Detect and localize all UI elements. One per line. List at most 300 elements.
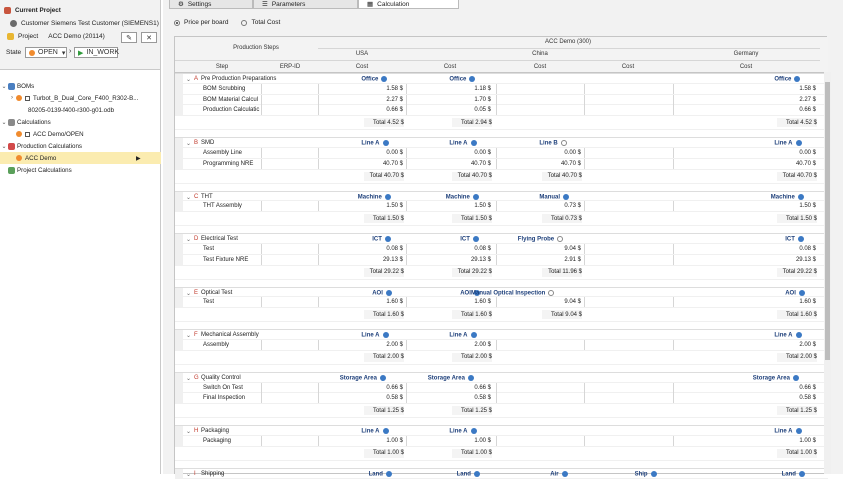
process-tag[interactable] bbox=[340, 375, 386, 382]
cell-divider bbox=[318, 84, 319, 94]
price-per-board-radio[interactable] bbox=[174, 20, 180, 26]
process-tag[interactable] bbox=[449, 428, 476, 435]
row-selector[interactable] bbox=[175, 74, 183, 84]
cell-divider bbox=[261, 201, 262, 211]
process-info-icon[interactable] bbox=[793, 375, 799, 381]
process-tag-label: Line B bbox=[539, 140, 558, 147]
cost-cell[interactable]: 29.13 $ bbox=[795, 256, 816, 263]
process-info-icon[interactable] bbox=[471, 332, 477, 338]
cost-cell[interactable]: 1.00 $ bbox=[386, 437, 403, 444]
cell-divider bbox=[261, 297, 262, 307]
cost-cell[interactable]: 0.66 $ bbox=[474, 384, 491, 391]
tree-node-odb[interactable]: 80205-0139-f400-r300-g01.odb bbox=[28, 106, 115, 114]
cell-divider bbox=[584, 340, 585, 350]
process-tag[interactable] bbox=[785, 236, 804, 243]
process-info-icon[interactable] bbox=[796, 428, 802, 434]
row-selector[interactable] bbox=[175, 436, 183, 446]
total-cost-radio[interactable] bbox=[241, 20, 247, 26]
process-info-icon[interactable] bbox=[385, 194, 391, 200]
process-tag[interactable] bbox=[774, 76, 800, 83]
process-tag[interactable] bbox=[449, 140, 476, 147]
cell-divider bbox=[584, 244, 585, 254]
cost-cell[interactable]: 0.66 $ bbox=[386, 107, 403, 114]
process-info-icon[interactable] bbox=[380, 375, 386, 381]
tab-settings[interactable]: ⚙ Settings bbox=[169, 0, 253, 9]
process-tag[interactable] bbox=[449, 332, 476, 339]
row-selector[interactable] bbox=[175, 201, 183, 211]
group-header-row[interactable] bbox=[175, 73, 828, 84]
group-name: Quality Control bbox=[201, 374, 241, 381]
process-info-icon[interactable] bbox=[469, 76, 475, 82]
cell-divider bbox=[261, 383, 262, 393]
process-tag[interactable] bbox=[518, 236, 563, 243]
process-tag-label: Air bbox=[550, 471, 559, 478]
state-select[interactable]: OPEN ▾ bbox=[25, 47, 67, 58]
cost-cell[interactable]: 40.70 $ bbox=[795, 160, 816, 167]
step-row[interactable] bbox=[175, 159, 828, 170]
cost-cell[interactable]: 40.70 $ bbox=[560, 160, 581, 167]
process-tag[interactable] bbox=[539, 140, 566, 147]
step-row[interactable] bbox=[175, 244, 828, 255]
cost-cell[interactable]: 1.18 $ bbox=[474, 85, 491, 92]
step-row[interactable] bbox=[175, 201, 828, 212]
grid-header bbox=[175, 37, 828, 73]
cell-divider bbox=[673, 297, 674, 307]
edit-project-button[interactable] bbox=[121, 32, 137, 43]
status-dot-icon bbox=[16, 95, 22, 101]
cost-cell[interactable]: 1.58 $ bbox=[799, 85, 816, 92]
group-total: Total 1.00 $ bbox=[452, 449, 492, 458]
process-info-icon[interactable] bbox=[799, 471, 805, 477]
cost-cell[interactable]: 0.66 $ bbox=[799, 384, 816, 391]
cell-divider bbox=[406, 159, 407, 169]
state-dot-icon bbox=[29, 50, 35, 56]
process-tag-label: Storage Area bbox=[339, 375, 377, 382]
group-header-row[interactable] bbox=[175, 425, 828, 436]
cost-cell[interactable]: 1.00 $ bbox=[474, 437, 491, 444]
collapse-icon[interactable]: ⌄ bbox=[186, 471, 192, 478]
cell-divider bbox=[318, 244, 319, 254]
cost-cell[interactable]: 2.91 $ bbox=[564, 256, 581, 263]
group-total: Total 1.50 $ bbox=[364, 214, 404, 223]
cell-divider bbox=[261, 244, 262, 254]
cell-divider bbox=[406, 148, 407, 158]
collapse-icon: ⌄ bbox=[1, 83, 7, 90]
group-header-row[interactable] bbox=[175, 233, 828, 244]
header-cost: Cost bbox=[533, 64, 547, 70]
step-name: BOM Material Calcul bbox=[203, 96, 259, 103]
group-total: Total 1.60 $ bbox=[777, 310, 817, 319]
row-selector[interactable] bbox=[175, 373, 183, 383]
collapse-icon[interactable]: ⌄ bbox=[186, 194, 192, 201]
process-tag-label: Office bbox=[361, 76, 379, 83]
header-usa: USA bbox=[355, 51, 369, 57]
step-row[interactable] bbox=[175, 340, 828, 351]
row-selector[interactable] bbox=[175, 383, 183, 393]
row-selector[interactable] bbox=[175, 234, 183, 244]
row-selector[interactable] bbox=[175, 469, 183, 479]
process-tag[interactable] bbox=[361, 428, 388, 435]
project-row: Project ACC Demo (20114) bbox=[7, 33, 105, 40]
cell-divider bbox=[261, 84, 262, 94]
step-row[interactable] bbox=[175, 393, 828, 404]
group-name: Electrical Test bbox=[201, 236, 238, 243]
collapse-icon: ⌄ bbox=[1, 143, 7, 150]
cost-cell[interactable]: 1.50 $ bbox=[474, 203, 491, 210]
cell-divider bbox=[318, 297, 319, 307]
group-spacer bbox=[175, 418, 828, 425]
cost-cell[interactable]: 9.04 $ bbox=[564, 299, 581, 306]
total-row bbox=[175, 351, 828, 365]
cost-cell[interactable]: 29.13 $ bbox=[470, 256, 491, 263]
total-row bbox=[175, 308, 828, 322]
cell-divider bbox=[673, 436, 674, 446]
collapse-icon[interactable]: ⌄ bbox=[186, 237, 192, 244]
row-selector[interactable] bbox=[175, 138, 183, 148]
group-code: G bbox=[194, 374, 199, 381]
tree-node-bom[interactable]: › Turbot_B_Dual_Core_F400_R302-B... bbox=[0, 92, 161, 104]
process-tag[interactable] bbox=[446, 194, 479, 201]
process-info-icon[interactable] bbox=[796, 332, 802, 338]
cost-cell[interactable]: 0.58 $ bbox=[386, 395, 403, 402]
group-spacer bbox=[175, 280, 828, 287]
process-info-icon[interactable] bbox=[799, 290, 805, 296]
row-selector[interactable] bbox=[175, 95, 183, 105]
cost-cell[interactable]: 0.05 $ bbox=[474, 107, 491, 114]
collapse-icon[interactable]: ⌄ bbox=[186, 375, 192, 382]
process-info-icon[interactable] bbox=[561, 140, 567, 146]
step-name: Test bbox=[203, 299, 215, 306]
collapse-icon[interactable]: ⌄ bbox=[186, 429, 192, 436]
process-tag[interactable] bbox=[635, 471, 657, 478]
project-icon bbox=[4, 7, 11, 14]
cell-divider bbox=[496, 84, 497, 94]
step-row[interactable] bbox=[175, 383, 828, 394]
group-total: Total 2.00 $ bbox=[452, 353, 492, 362]
group-total: Total 9.04 $ bbox=[542, 310, 582, 319]
process-info-icon[interactable] bbox=[796, 140, 802, 146]
process-tag[interactable] bbox=[460, 236, 479, 243]
cell-divider bbox=[261, 105, 262, 115]
cell-divider bbox=[673, 255, 674, 265]
process-info-icon[interactable] bbox=[383, 140, 389, 146]
process-tag[interactable] bbox=[771, 194, 804, 201]
process-info-icon[interactable] bbox=[798, 194, 804, 200]
cell-divider bbox=[584, 159, 585, 169]
process-tag[interactable] bbox=[457, 471, 480, 478]
tree-node-boms[interactable]: ⌄ BOMs bbox=[1, 82, 35, 90]
group-total: Total 1.50 $ bbox=[452, 214, 492, 223]
total-row bbox=[175, 170, 828, 184]
close-project-button[interactable] bbox=[141, 32, 157, 43]
cell-divider bbox=[406, 340, 407, 350]
folder-icon bbox=[7, 33, 14, 40]
process-tag[interactable] bbox=[358, 194, 391, 201]
group-name: Mechanical Assembly bbox=[201, 332, 259, 339]
collapse-icon[interactable]: ⌄ bbox=[186, 290, 192, 297]
cost-cell[interactable]: 1.58 $ bbox=[386, 85, 403, 92]
cost-cell[interactable]: 0.00 $ bbox=[564, 149, 581, 156]
cost-cell[interactable]: 0.00 $ bbox=[474, 149, 491, 156]
group-total: Total 40.70 $ bbox=[364, 172, 404, 181]
process-info-icon[interactable] bbox=[562, 471, 568, 477]
process-info-icon[interactable] bbox=[385, 236, 391, 242]
collapse-icon: ⌄ bbox=[1, 119, 7, 126]
cost-cell[interactable]: 0.00 $ bbox=[799, 149, 816, 156]
cost-cell[interactable]: 1.60 $ bbox=[799, 299, 816, 306]
project-tree bbox=[0, 80, 161, 176]
group-total: Total 1.25 $ bbox=[364, 406, 404, 415]
row-selector[interactable] bbox=[175, 105, 183, 115]
cost-cell[interactable]: 0.73 $ bbox=[564, 203, 581, 210]
cell-divider bbox=[673, 244, 674, 254]
cost-cell[interactable]: 1.60 $ bbox=[386, 299, 403, 306]
process-tag-label: Line A bbox=[361, 428, 380, 435]
cost-cell[interactable]: 0.00 $ bbox=[386, 149, 403, 156]
process-tag-label: Manual bbox=[539, 194, 561, 201]
cell-divider bbox=[673, 393, 674, 403]
lock-icon bbox=[25, 96, 30, 101]
cost-cell[interactable]: 0.58 $ bbox=[474, 395, 491, 402]
process-tag[interactable] bbox=[428, 375, 474, 382]
cost-cell[interactable]: 1.00 $ bbox=[799, 437, 816, 444]
cost-cell[interactable]: 1.50 $ bbox=[386, 203, 403, 210]
cost-cell[interactable]: 2.00 $ bbox=[386, 341, 403, 348]
total-row bbox=[175, 447, 828, 461]
cost-cell[interactable]: 0.58 $ bbox=[799, 395, 816, 402]
group-header-row[interactable] bbox=[175, 191, 828, 202]
process-tag[interactable] bbox=[539, 194, 569, 201]
cost-cell[interactable]: 29.13 $ bbox=[382, 256, 403, 263]
group-spacer bbox=[175, 184, 828, 191]
step-row[interactable] bbox=[175, 297, 828, 308]
process-info-icon[interactable] bbox=[473, 194, 479, 200]
pencil-icon: ✎ bbox=[126, 34, 132, 42]
header-cost: Cost bbox=[739, 64, 753, 70]
cost-cell[interactable]: 9.04 $ bbox=[564, 245, 581, 252]
process-tag-label: Office bbox=[774, 76, 792, 83]
step-row[interactable] bbox=[175, 105, 828, 116]
row-selector[interactable] bbox=[175, 159, 183, 169]
cell-divider bbox=[584, 436, 585, 446]
status-dot-icon bbox=[16, 155, 22, 161]
group-total: Total 0.73 $ bbox=[542, 214, 582, 223]
step-row[interactable] bbox=[175, 436, 828, 447]
collapse-icon[interactable]: ⌄ bbox=[186, 77, 192, 83]
process-info-icon[interactable] bbox=[383, 332, 389, 338]
step-row[interactable] bbox=[175, 148, 828, 159]
process-info-icon[interactable] bbox=[798, 236, 804, 242]
group-header-row[interactable] bbox=[175, 287, 828, 298]
cell-divider bbox=[584, 255, 585, 265]
group-header-row[interactable] bbox=[175, 468, 828, 479]
collapse-icon[interactable]: ⌄ bbox=[186, 141, 192, 148]
process-tag[interactable] bbox=[372, 236, 391, 243]
collapse-icon[interactable]: ⌄ bbox=[186, 333, 192, 340]
cell-divider bbox=[261, 255, 262, 265]
cell-divider bbox=[318, 393, 319, 403]
step-name: THT Assembly bbox=[203, 203, 242, 210]
total-row bbox=[175, 404, 828, 418]
process-tag-label: Land bbox=[368, 471, 383, 478]
process-tag[interactable] bbox=[782, 471, 805, 478]
calculator-icon: ▦ bbox=[367, 1, 374, 8]
cost-cell[interactable]: 2.00 $ bbox=[799, 341, 816, 348]
project-calc-icon bbox=[8, 167, 15, 174]
group-header-row[interactable] bbox=[175, 137, 828, 148]
process-tag-label: Line A bbox=[449, 140, 468, 147]
cell-divider bbox=[584, 383, 585, 393]
cell-divider bbox=[496, 393, 497, 403]
process-tag[interactable] bbox=[774, 140, 801, 147]
row-selector[interactable] bbox=[175, 393, 183, 403]
process-tag-label: Machine bbox=[770, 194, 795, 201]
process-tag[interactable] bbox=[785, 290, 805, 297]
cost-cell[interactable]: 1.60 $ bbox=[474, 299, 491, 306]
header-cost: Cost bbox=[443, 64, 457, 70]
process-tag[interactable] bbox=[550, 471, 567, 478]
process-tag[interactable] bbox=[449, 76, 475, 83]
calculations-icon bbox=[8, 119, 15, 126]
group-header-row[interactable] bbox=[175, 329, 828, 340]
cost-cell[interactable]: 40.70 $ bbox=[470, 160, 491, 167]
cell-divider bbox=[673, 340, 674, 350]
cell-divider bbox=[318, 148, 319, 158]
cost-cell[interactable]: 2.00 $ bbox=[474, 341, 491, 348]
process-tag[interactable] bbox=[361, 76, 387, 83]
row-selector[interactable] bbox=[175, 340, 183, 350]
row-selector[interactable] bbox=[175, 148, 183, 158]
next-state-button[interactable]: ▶ IN_WORK bbox=[74, 47, 118, 58]
row-selector[interactable] bbox=[175, 330, 183, 340]
step-row[interactable] bbox=[175, 84, 828, 95]
cost-cell[interactable]: 0.66 $ bbox=[386, 384, 403, 391]
process-tag[interactable] bbox=[372, 290, 392, 297]
tree-node-production-calculations[interactable]: ⌄ Production Calculations bbox=[1, 142, 83, 150]
step-row[interactable] bbox=[175, 95, 828, 106]
process-tag-label: Line A bbox=[449, 332, 468, 339]
tree-node-acc-demo[interactable]: ACC Demo ▶ bbox=[0, 152, 161, 164]
process-tag[interactable] bbox=[369, 471, 392, 478]
cell-divider bbox=[318, 383, 319, 393]
total-row bbox=[175, 212, 828, 226]
group-name: Packaging bbox=[201, 428, 230, 435]
cost-cell[interactable]: 2.27 $ bbox=[386, 96, 403, 103]
process-info-icon[interactable] bbox=[381, 76, 387, 82]
sidebar bbox=[0, 0, 161, 474]
cost-cell[interactable]: 0.08 $ bbox=[799, 245, 816, 252]
scrollbar-thumb[interactable] bbox=[825, 82, 830, 360]
process-info-icon[interactable] bbox=[471, 140, 477, 146]
step-name: Switch On Test bbox=[203, 384, 243, 391]
process-tag-label: Line A bbox=[361, 332, 380, 339]
cost-cell[interactable]: 0.08 $ bbox=[474, 245, 491, 252]
group-code: I bbox=[194, 470, 196, 477]
row-selector[interactable] bbox=[175, 297, 183, 307]
process-tag[interactable] bbox=[774, 332, 801, 339]
cell-divider bbox=[673, 95, 674, 105]
tree-node-calc-open[interactable]: ACC Demo/OPEN bbox=[0, 128, 161, 140]
cell-divider bbox=[584, 393, 585, 403]
group-total: Total 1.25 $ bbox=[777, 406, 817, 415]
process-tag[interactable] bbox=[774, 428, 801, 435]
tree-node-calculations[interactable]: ⌄ Calculations bbox=[1, 118, 51, 126]
cell-divider bbox=[406, 244, 407, 254]
total-row bbox=[175, 266, 828, 280]
group-total: Total 29.22 $ bbox=[777, 268, 817, 277]
row-selector[interactable] bbox=[175, 255, 183, 265]
cell-divider bbox=[496, 383, 497, 393]
process-tag[interactable] bbox=[471, 290, 554, 297]
group-spacer bbox=[175, 322, 828, 329]
process-info-icon[interactable] bbox=[474, 471, 480, 477]
cell-divider bbox=[584, 297, 585, 307]
row-selector[interactable] bbox=[175, 192, 183, 202]
process-info-icon[interactable] bbox=[473, 236, 479, 242]
cost-cell[interactable]: 2.27 $ bbox=[799, 96, 816, 103]
tab-calculation[interactable]: ▦ Calculation bbox=[358, 0, 459, 9]
tab-bar bbox=[163, 0, 843, 9]
row-selector[interactable] bbox=[175, 288, 183, 298]
group-code: C bbox=[194, 193, 199, 200]
process-info-icon[interactable] bbox=[563, 194, 569, 200]
step-row[interactable] bbox=[175, 255, 828, 266]
tab-parameters[interactable]: ☰ Parameters bbox=[253, 0, 358, 9]
row-selector[interactable] bbox=[175, 244, 183, 254]
cell-divider bbox=[261, 393, 262, 403]
row-selector[interactable] bbox=[175, 426, 183, 436]
cost-cell[interactable]: 0.08 $ bbox=[386, 245, 403, 252]
step-name: BOM Scrubbing bbox=[203, 85, 246, 92]
process-info-icon[interactable] bbox=[548, 290, 554, 296]
cost-cell[interactable]: 1.50 $ bbox=[799, 203, 816, 210]
cost-cell[interactable]: 1.70 $ bbox=[474, 96, 491, 103]
group-header-row[interactable] bbox=[175, 372, 828, 383]
process-info-icon[interactable] bbox=[651, 471, 657, 477]
cost-cell[interactable]: 0.66 $ bbox=[799, 107, 816, 114]
process-tag[interactable] bbox=[753, 375, 799, 382]
cell-divider bbox=[584, 148, 585, 158]
cell-divider bbox=[496, 159, 497, 169]
cost-cell[interactable]: 40.70 $ bbox=[382, 160, 403, 167]
process-info-icon[interactable] bbox=[386, 471, 392, 477]
grid-body bbox=[175, 73, 828, 479]
process-info-icon[interactable] bbox=[471, 428, 477, 434]
cell-divider bbox=[673, 84, 674, 94]
process-tag-label: ICT bbox=[460, 236, 470, 243]
current-project-heading: Current Project bbox=[4, 7, 61, 14]
process-tag-label: ICT bbox=[372, 236, 382, 243]
group-total: Total 29.22 $ bbox=[452, 268, 492, 277]
process-tag-label: Line A bbox=[361, 140, 380, 147]
tree-node-project-calculations[interactable]: Project Calculations bbox=[0, 164, 161, 176]
calculation-grid bbox=[174, 36, 827, 478]
process-info-icon[interactable] bbox=[386, 290, 392, 296]
row-selector[interactable] bbox=[175, 84, 183, 94]
step-name: Assembly Line bbox=[203, 149, 243, 156]
process-info-icon[interactable] bbox=[468, 375, 474, 381]
process-tag[interactable] bbox=[361, 140, 388, 147]
cell-divider bbox=[406, 201, 407, 211]
process-info-icon[interactable] bbox=[383, 428, 389, 434]
chevron-down-icon: ▾ bbox=[61, 49, 66, 57]
group-spacer bbox=[175, 130, 828, 137]
process-info-icon[interactable] bbox=[794, 76, 800, 82]
process-info-icon[interactable] bbox=[557, 236, 563, 242]
header-demo: ACC Demo (300) bbox=[544, 39, 591, 45]
process-tag-label: Line A bbox=[774, 140, 793, 147]
process-tag[interactable] bbox=[361, 332, 388, 339]
